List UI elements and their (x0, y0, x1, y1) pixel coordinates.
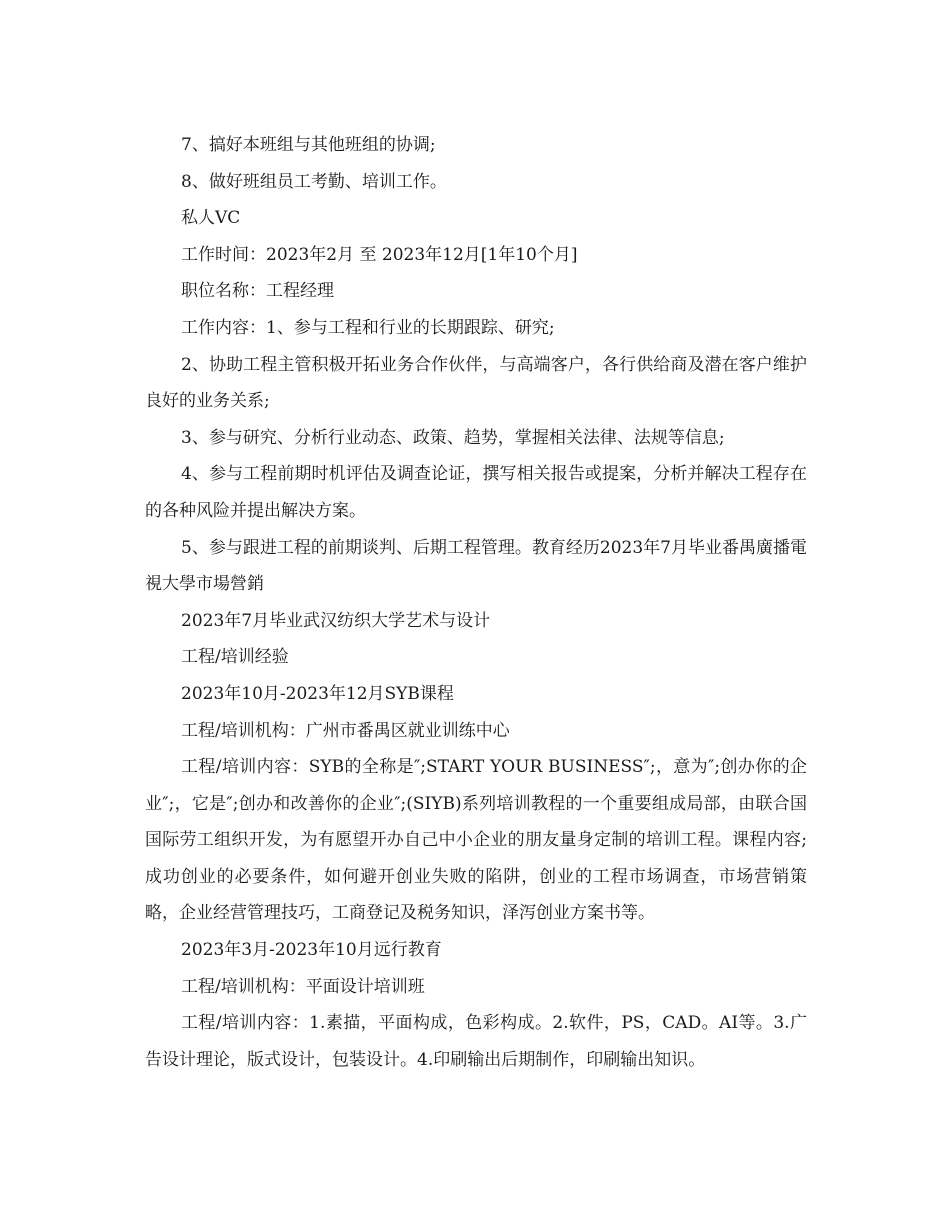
paragraph-company-name: 私人VC (181, 208, 241, 229)
paragraph-training-1-period: 2023年10月-2023年12月SYB课程 (181, 683, 454, 704)
paragraph-training-2-content: 工程/培训内容：1.素描，平面构成，色彩构成。2.软件，PS，CAD。AI等。3.广告设计理论，版式设计，包装设计。4.印刷输出后期制作，印刷输出知识。 (145, 1013, 807, 1070)
paragraph-work-content-2: 2、协助工程主管积极开拓业务合作伙伴，与高端客户，各行供给商及潜在客户维护良好的业务关系; (145, 354, 807, 412)
paragraph-work-content-3: 3、参与研究、分析行业动态、政策、趋势，掌握相关法律、法规等信息; (181, 427, 725, 448)
paragraph-education-2: 2023年7月毕业武汉纺织大学艺术与设计 (181, 610, 491, 631)
paragraph-work-period: 工作时间：2023年2月 至 2023年12月[1年10个月] (181, 244, 578, 265)
paragraph-duty-8: 8、做好班组员工考勤、培训工作。 (181, 171, 447, 192)
paragraph-training-2-period: 2023年3月-2023年10月远行教育 (181, 940, 442, 961)
paragraph-training-1-institution: 工程/培训机构：广州市番禺区就业训练中心 (181, 720, 510, 741)
document-body (145, 127, 807, 1078)
paragraph-work-content-5-education: 5、参与跟进工程的前期谈判、后期工程管理。教育经历2023年7月毕业番禺廣播電視大學市場營銷 (145, 537, 807, 595)
paragraph-position-title: 职位名称：工程经理 (181, 281, 334, 302)
paragraph-work-content-1: 工作内容：1、参与工程和行业的长期跟踪、研究; (181, 317, 555, 338)
paragraph-training-heading: 工程/培训经验 (181, 647, 289, 668)
paragraph-training-2-institution: 工程/培训机构：平面设计培训班 (181, 976, 425, 997)
paragraph-training-1-content: 工程/培训内容：SYB的全称是″;START YOUR BUSINESS″;，意为″;创办你的企业″;，它是″;创办和改善你的企业″;(SIYB)系列培训教程的一个重要组成局部，由联合国国际劳工组织开发，为有愿望开办自己中小企业的朋友量身定制的培训工程。课程内容;成功创业的必要条件，如何避开创业失败的陷阱，创业的工程市场调查，市场营销策略，企业经营管理技巧，工商登记及税务知识，泽泻创业方案书等。 (145, 757, 807, 924)
paragraph-work-content-4: 4、参与工程前期时机评估及调查论证，撰写相关报告或提案，分析并解决工程存在的各种风险并提出解决方案。 (145, 464, 807, 521)
paragraph-duty-7: 7、搞好本班组与其他班组的协调; (181, 135, 436, 155)
